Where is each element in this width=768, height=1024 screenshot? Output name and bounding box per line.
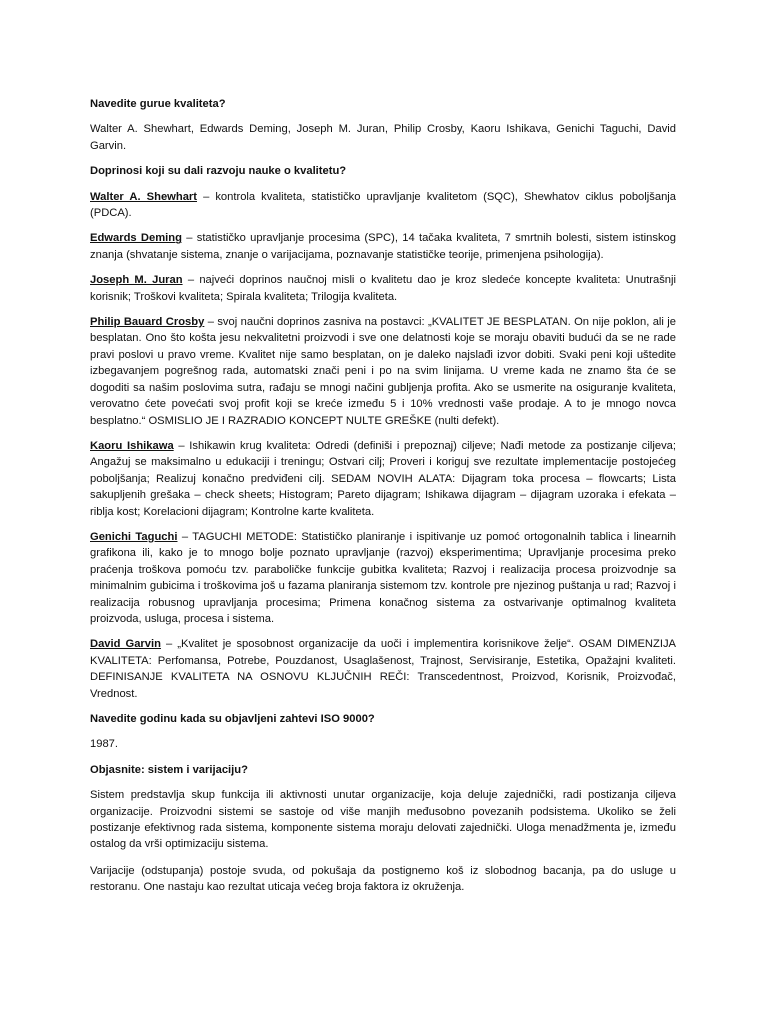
guru-text: – najveći doprinos naučnoj misli o kvalitetu dao je kroz sledeće koncepte kvaliteta: Unutrašnji korisnik; Troškovi kvaliteta; Spirala kvaliteta; Trilogija kvaliteta. — [90, 274, 676, 303]
guru-paragraph-garvin — [90, 636, 676, 702]
answer-system: Sistem predstavlja skup funkcija ili aktivnosti unutar organizacije, koja deluje zajednički, radi postizanja ciljeva organizacije. Proizvodni sistemi se sastoje od više manjih međusobno povezanih podsistema. Ukoliko se želi postizanje efektivnog rada sistema, komponente sistema moraju delovati zajednički. Uloga menadžmenta je, između ostalog da vrši optimizaciju sistema. — [90, 789, 676, 851]
guru-text: – kontrola kvaliteta, statističko upravljanje kvalitetom (SQC), Shewhatov ciklus poboljšanja (PDCA). — [90, 190, 677, 220]
answer-gurus: Walter A. Shewhart, Edwards Deming, Joseph M. Juran, Philip Crosby, Kaoru Ishikava, Genichi Taguchi, David Garvin. — [90, 123, 676, 152]
guru-name: Philip Bauard Crosby — [90, 316, 205, 329]
guru-name: Walter A. Shewhart — [90, 190, 198, 203]
guru-paragraph-juran — [90, 272, 676, 305]
question-iso: Navedite godinu kada su objavljeni zahtevi ISO 9000? — [90, 713, 375, 725]
question-contributions: Doprinosi koji su dali razvoju nauke o kvalitetu? — [90, 165, 347, 178]
answer-iso: 1987. — [90, 738, 118, 751]
guru-text: – Ishikawin krug kvaliteta: Odredi (definiši i prepoznaj) ciljeve; Nađi metode za postizanje ciljeva; Angažuj se maksimalno u edukaciji i treningu; Ostvari cilj; Proveri i koriguj sve rezultate implementacije postojećeg poboljšanja; Realizuj konačno predviđeni cilj. SEDAM NOVIH ALATA: Dijagram toka procesa – flowcarts; Lista sakupljenih grešaka – check sheets; Histogram; Pareto dijagram; Ishikawa dijagram – dijagram uzoraka i efekata – riblja kost; Korelacioni dijagram; Kontrolne karte kvaliteta. — [90, 439, 677, 518]
question-system-variation: Objasnite: sistem i varijaciju? — [90, 763, 248, 776]
guru-text: – „Kvalitet je sposobnost organizacije da uoči i implementira korisnikove želje“. OSAM DIMENZIJA KVALITETA: Perfomansa, Potrebe, Pouzdanost, Usaglašenost, Trajnost, Servisiranje, Estetika, Opažajni kvaliteti. DEFINISANJE KVALITETA NA OSNOVU KLJUČNIH REČI: Transcedentnost, Proizvod, Korisnik, Proizvođač, Vrednost. — [90, 638, 676, 700]
guru-text: – svoj naučni doprinos zasniva na postavci: „KVALITET JE BESPLATAN. On nije poklon, ali je besplatan. Ono što košta jesu nekvalitetni proizvodi i sve one delatnosti koje se moraju obaviti budući da se ne rade pravi poslovi u pravo vreme. Kvalitet nije samo besplatan, on je daleko najslađi izvor dobiti. Svaki peni koji uštedite izbegavanjem pogrešnog rada, automatski znači peni i po na svim linijama. U vreme kada ne znamo šta će se dogoditi sa našim poslovima sutra, rađaju se mnogi načini gubljenja profita. Ako se usmerite na osiguranje kvaliteta, verovatno ćete povećati svoj profit koji se kreće između 5 i 10% vrednosti vaše prodaje. A to je mnogo novca besplatno.“ OSMISLIO JE I RAZRADIO KONCEPT NULTE GREŠKE (nulti defekt). — [90, 316, 676, 427]
guru-text: – TAGUCHI METODE: Statističko planiranje i ispitivanje uz pomoć ortogonalnih tablica i linearnih grafikona ili, kako je to mnogo bolje poznato upravljanje (razvoj) eksperimentima; Upravljanje procesima preko praćenja troškova pomoću tzv. paraboličke funkcije gubitka kvaliteta; Razvoj i realizacija procesa proizvodnje sa minimalnim gubicima i troškovima još u fazama planiranja sistemom tzv. kontrole pre njezinog puštanja u rad; Razvoj i realizacija robusnog upravljanja procesima; Primena konačnog sistema za ostvarivanje optimalnog kvaliteta proizvoda, usluga, procesa i sistema. — [90, 530, 676, 625]
guru-name: Kaoru Ishikawa — [90, 439, 174, 452]
guru-name: Genichi Taguchi — [90, 530, 178, 543]
guru-name: David Garvin — [90, 638, 161, 651]
guru-paragraph-deming — [90, 230, 676, 263]
answer-variation: Varijacije (odstupanja) postoje svuda, od pokušaja da postignemo koš iz slobodnog bacanja, pa do usluge u restoranu. One nastaju kao rezultat uticaja većeg broja faktora iz okruženja. — [90, 864, 676, 894]
question-gurus: Navedite gurue kvaliteta? — [90, 98, 226, 110]
guru-paragraph-crosby — [90, 314, 676, 429]
guru-paragraph-ishikawa — [90, 438, 676, 520]
guru-paragraph-taguchi — [90, 529, 676, 627]
guru-name: Joseph M. Juran — [90, 274, 183, 287]
guru-name: Edwards Deming — [90, 232, 182, 245]
guru-text: – statističko upravljanje procesima (SPC), 14 tačaka kvaliteta, 7 smrtnih bolesti, sistem istinskog znanja (shvatanje sistema, znanje o varijacijama, poznavanje statističke teorije, primenjena psihologija). — [90, 232, 676, 261]
guru-paragraph-shewhart — [90, 189, 676, 222]
